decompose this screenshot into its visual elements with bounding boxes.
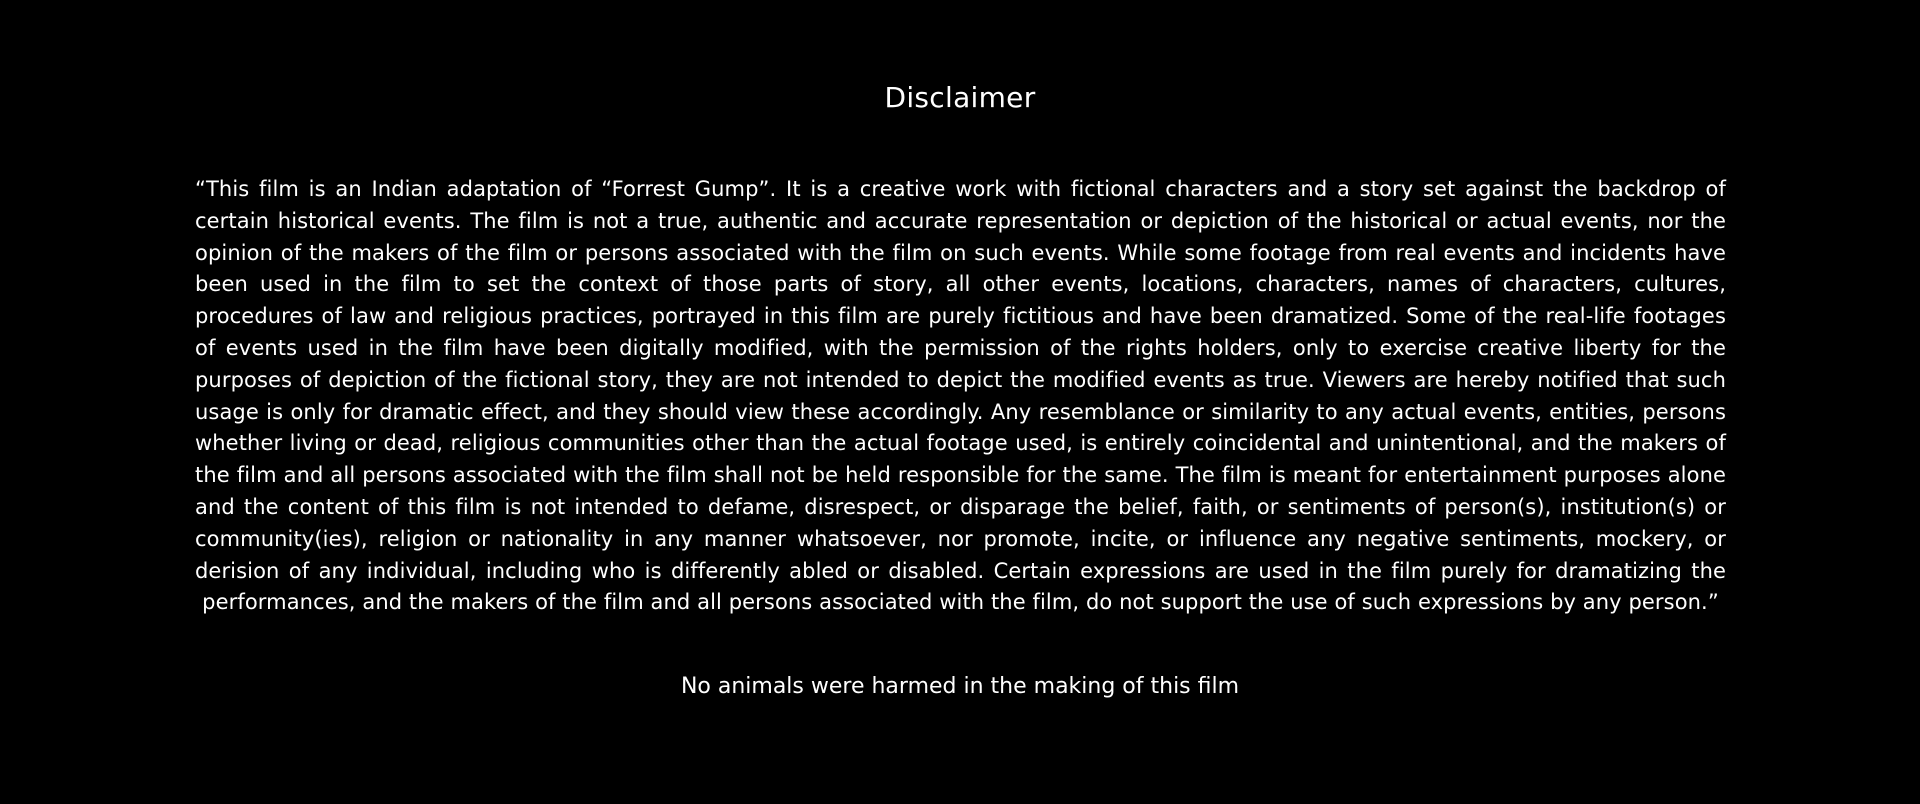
animal-welfare-note: No animals were harmed in the making of this film	[680, 674, 1240, 699]
disclaimer-title: Disclaimer	[884, 81, 1036, 114]
disclaimer-body: “This film is an Indian adaptation of “Forrest Gump”. It is a creative work with fictional characters and a story set against the backdrop of certain historical events. The film is not a true, authentic and accurate representation or depiction of the historical or actual events, nor the opinion of the makers of the film or persons associated with the film on such events. While some footage from real events and incidents have been used in the film to set the context of those parts of story, all other events, locations, characters, names of characters, cultures, procedures of law and religious practices, portrayed in this film are purely fictitious and have been dramatized. Some of the real-life footages of events used in the film have been digitally modified, with the permission of the rights holders, only to exercise creative liberty for the purposes of depiction of the fictional story, they are not intended to depict the modified events as true. Viewers are hereby notified that such usage is only for dramatic effect, and they should view these accordingly. Any resemblance or similarity to any actual events, entities, persons whether living or dead, religious communities other than the actual footage used, is entirely coincidental and unintentional, and the makers of the film and all persons associated with the film shall not be held responsible for the same. The film is meant for entertainment purposes alone and the content of this film is not intended to defame, disrespect, or disparage the belief, faith, or sentiments of person(s), institution(s) or community(ies), religion or nationality in any manner whatsoever, nor promote, incite, or influence any negative sentiments, mockery, or derision of any individual, including who is differently abled or disabled. Certain expressions are used in the film purely for dramatizing the performances, and the makers of the film and all persons associated with the film, do not support the use of such expressions by any person.”	[195, 177, 1726, 615]
